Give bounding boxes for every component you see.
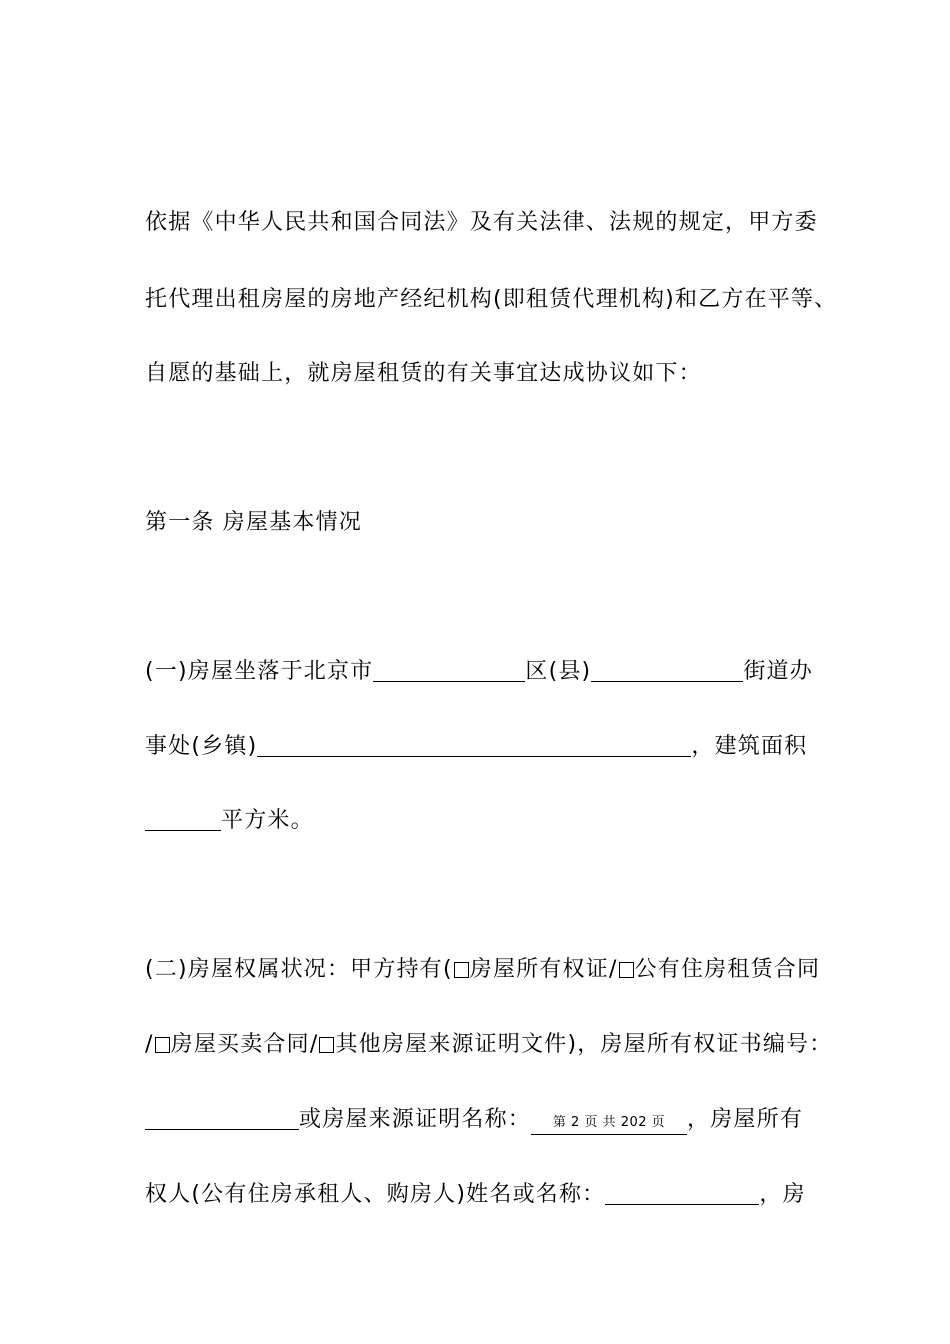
owner-name-blank[interactable] bbox=[605, 1180, 759, 1205]
certificate-number-blank[interactable] bbox=[145, 1105, 299, 1130]
clause-2-text-a: (二)房屋权属状况：甲方持有( bbox=[145, 957, 453, 982]
clause-2-line-3 bbox=[145, 1105, 803, 1135]
preamble-text-2: 托代理出租房屋的房地产经纪机构(即租赁代理机构)和乙方在平等、 bbox=[145, 287, 838, 312]
clause-1-text-b: 区(县) bbox=[525, 659, 592, 684]
preamble-text-1: 依据《中华人民共和国合同法》及有关法律、法规的规定，甲方委 bbox=[145, 210, 818, 235]
clause-2-line-1 bbox=[145, 955, 820, 985]
clause-1-text-d: 事处(乡镇) bbox=[145, 734, 258, 759]
option-ownership-certificate: 房屋所有权证/ bbox=[469, 957, 618, 982]
option-3-prefix: / bbox=[145, 1032, 154, 1057]
clause-2-text-c: ，房屋所有 bbox=[687, 1107, 804, 1132]
option-purchase-contract: 房屋买卖合同/ bbox=[170, 1032, 319, 1057]
area-blank[interactable] bbox=[145, 806, 221, 831]
clause-1-line-2 bbox=[145, 732, 807, 762]
clause-1-text-f: 平方米。 bbox=[221, 808, 314, 833]
preamble-line-3 bbox=[145, 359, 702, 389]
clause-1-text-c: 街道办 bbox=[743, 659, 813, 684]
checkbox-other-documents[interactable] bbox=[319, 1037, 334, 1053]
article-1-heading bbox=[145, 508, 362, 538]
town-blank[interactable] bbox=[257, 732, 691, 757]
preamble-line-1 bbox=[145, 208, 818, 238]
clause-1-line-1 bbox=[145, 657, 813, 687]
option-public-housing-lease: 公有住房租赁合同 bbox=[634, 957, 821, 982]
district-blank[interactable] bbox=[373, 657, 525, 682]
clause-1-line-3 bbox=[145, 806, 314, 836]
clause-2-line-4 bbox=[145, 1180, 806, 1210]
clause-1-text-e: ，建筑面积 bbox=[691, 734, 808, 759]
street-blank[interactable] bbox=[591, 657, 743, 682]
option-other-documents: 其他房屋来源证明文件)，房屋所有权证书编号： bbox=[335, 1032, 833, 1057]
clause-2-text-e: ，房 bbox=[759, 1182, 806, 1207]
article-heading-text: 第一条 房屋基本情况 bbox=[145, 510, 362, 535]
checkbox-public-housing-lease[interactable] bbox=[619, 962, 634, 978]
preamble-line-2 bbox=[145, 285, 837, 315]
source-document-name-blank[interactable] bbox=[531, 1112, 687, 1135]
clause-1-text-a: (一)房屋坐落于北京市 bbox=[145, 659, 374, 684]
checkbox-ownership-certificate[interactable] bbox=[454, 962, 469, 978]
clause-2-text-d: 权人(公有住房承租人、购房人)姓名或名称： bbox=[145, 1182, 606, 1207]
page-footer: 第 2 页 共 202 页 bbox=[552, 1115, 666, 1130]
clause-2-line-2 bbox=[145, 1030, 832, 1060]
preamble-text-3: 自愿的基础上，就房屋租赁的有关事宜达成协议如下： bbox=[145, 361, 702, 386]
checkbox-purchase-contract[interactable] bbox=[155, 1037, 170, 1053]
clause-2-text-b: 或房屋来源证明名称： bbox=[299, 1107, 532, 1132]
